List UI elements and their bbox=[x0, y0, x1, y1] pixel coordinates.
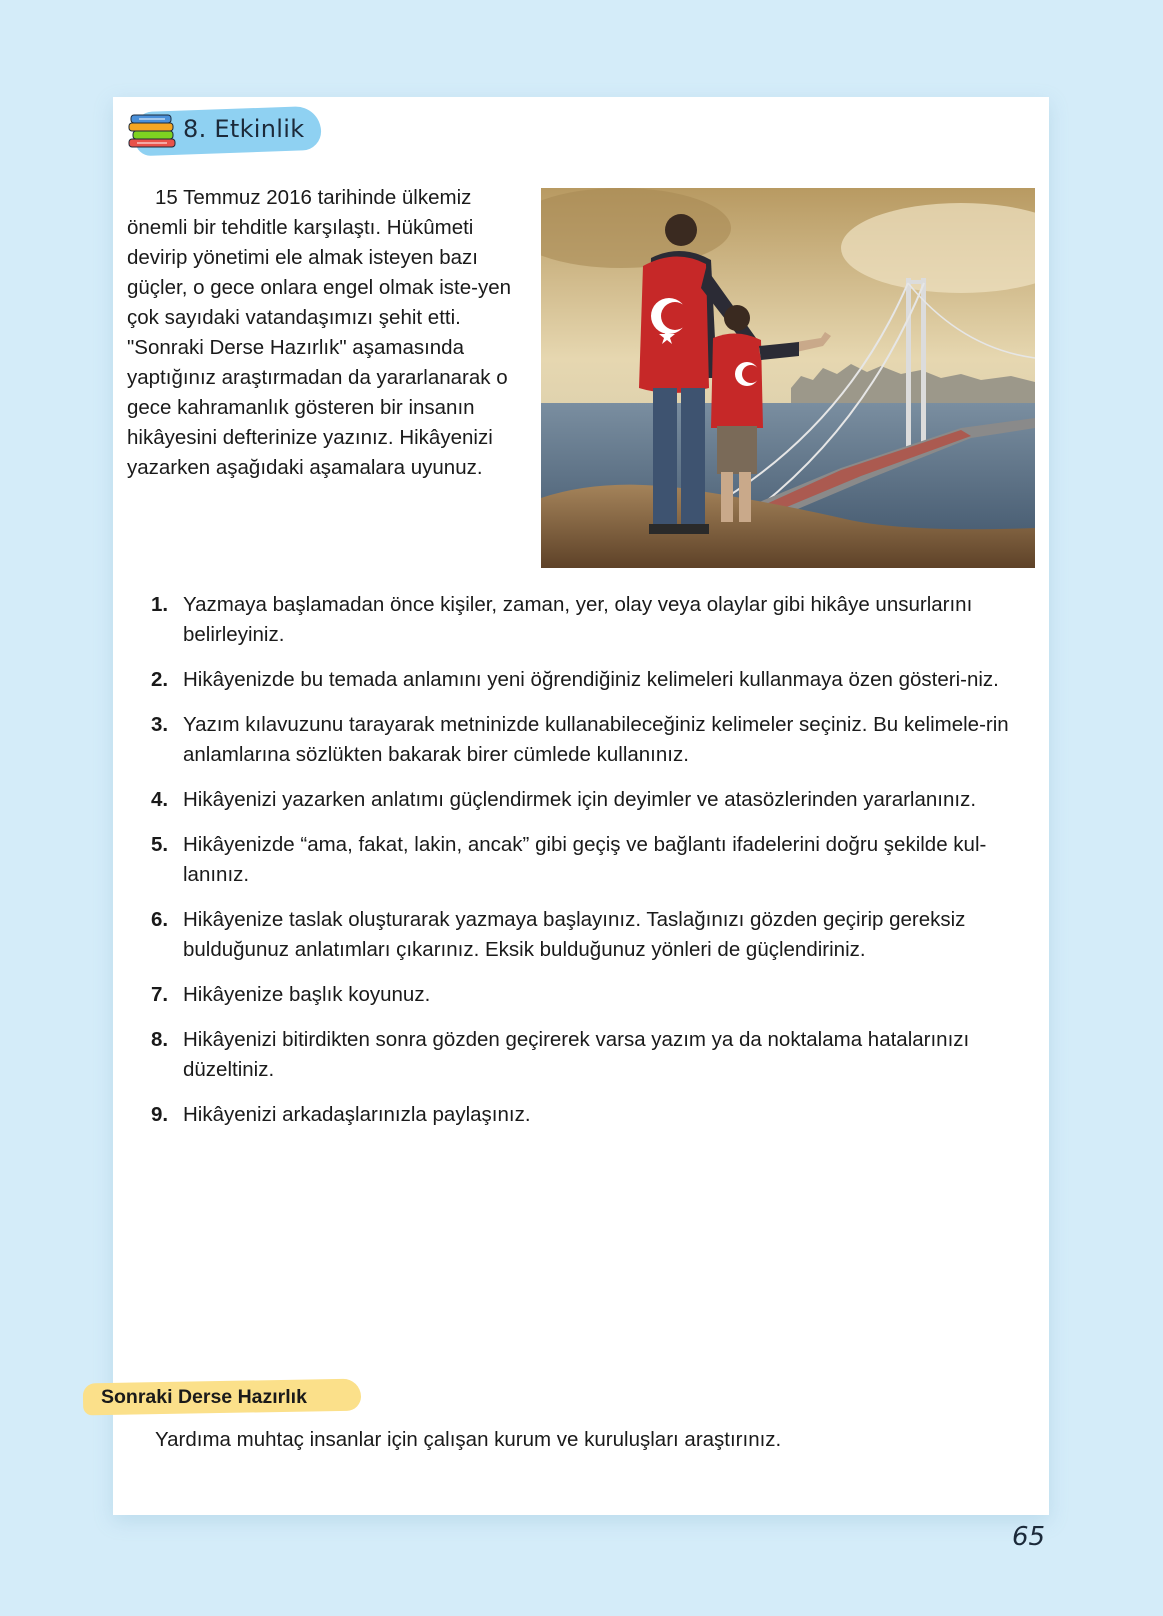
list-item bbox=[151, 1100, 1031, 1130]
next-lesson-text: Yardıma muhtaç insanlar için çalışan kurum ve kuruluşları araştırınız. bbox=[155, 1428, 782, 1451]
intro-paragraph: 15 Temmuz 2016 tarihinde ülkemiz önemli bir tehditle karşılaştı. Hükûmeti devirip yönetimi ele almak isteyen bazı güçler, o gece onlara engel olmak iste-yen çok sayıdaki vatandaşımızı şehit etti. "Sonraki Derse Hazırlık" aşamasında yaptığınız araştırmadan da yararlanarak o gece kahramanlık gösteren bir insanın hikâyesini defterinize yazınız. Hikâyenizi yazarken aşağıdaki aşamalara uyunuz. bbox=[127, 186, 512, 479]
list-item bbox=[151, 1025, 1031, 1085]
steps-list bbox=[151, 590, 1031, 1145]
step-number: 4. bbox=[151, 788, 169, 811]
step-text: Hikâyenizde “ama, fakat, lakin, ancak” gibi geçiş ve bağlantı ifadelerini doğru şekilde kul-lanınız. bbox=[183, 833, 987, 886]
page-number: 65 bbox=[1012, 1522, 1046, 1552]
list-item bbox=[151, 905, 1031, 965]
books-stack-icon bbox=[127, 113, 185, 153]
step-number: 2. bbox=[151, 668, 169, 691]
step-text: Hikâyenize taslak oluşturarak yazmaya başlayınız. Taslağınızı gözden geçirip gereksiz bulduğunuz anlatımları çıkarınız. Eksik bulduğunuz yönleri de güçlendiriniz. bbox=[183, 908, 966, 961]
list-item bbox=[151, 665, 1031, 695]
photo-illustration bbox=[541, 188, 1035, 568]
step-text: Hikâyenize başlık koyunuz. bbox=[183, 983, 431, 1006]
step-number: 3. bbox=[151, 713, 169, 736]
next-lesson-badge bbox=[83, 1377, 363, 1417]
step-text: Hikâyenizi arkadaşlarınızla paylaşınız. bbox=[183, 1103, 531, 1126]
textbook-page bbox=[101, 97, 1049, 1515]
step-number: 6. bbox=[151, 908, 169, 931]
list-item bbox=[151, 590, 1031, 650]
step-text: Hikâyenizi bitirdikten sonra gözden geçirerek varsa yazım ya da noktalama hatalarınızı düzeltiniz. bbox=[183, 1028, 970, 1081]
step-number: 8. bbox=[151, 1028, 169, 1051]
list-item bbox=[151, 830, 1031, 890]
list-item bbox=[151, 710, 1031, 770]
step-number: 9. bbox=[151, 1103, 169, 1126]
step-text: Hikâyenizde bu temada anlamını yeni öğrendiğiniz kelimeleri kullanmaya özen gösteri-niz. bbox=[183, 668, 999, 691]
list-item bbox=[151, 980, 1031, 1010]
activity-badge bbox=[127, 107, 317, 157]
next-lesson-title: Sonraki Derse Hazırlık bbox=[101, 1386, 307, 1408]
list-item bbox=[151, 785, 1031, 815]
step-number: 7. bbox=[151, 983, 169, 1006]
step-number: 5. bbox=[151, 833, 169, 856]
activity-title: 8. Etkinlik bbox=[183, 115, 305, 143]
step-text: Yazım kılavuzunu tarayarak metninizde kullanabileceğiniz kelimeler seçiniz. Bu kelimele-rin anlamlarına sözlükten bakarak birer cümlede kullanınız. bbox=[183, 713, 1009, 766]
step-text: Hikâyenizi yazarken anlatımı güçlendirmek için deyimler ve atasözlerinden yararlanınız. bbox=[183, 788, 977, 811]
step-text: Yazmaya başlamadan önce kişiler, zaman, yer, olay veya olaylar gibi hikâye unsurlarını belirleyiniz. bbox=[183, 593, 973, 646]
step-number: 1. bbox=[151, 593, 169, 616]
july-15-bridge-photo bbox=[541, 188, 1035, 568]
